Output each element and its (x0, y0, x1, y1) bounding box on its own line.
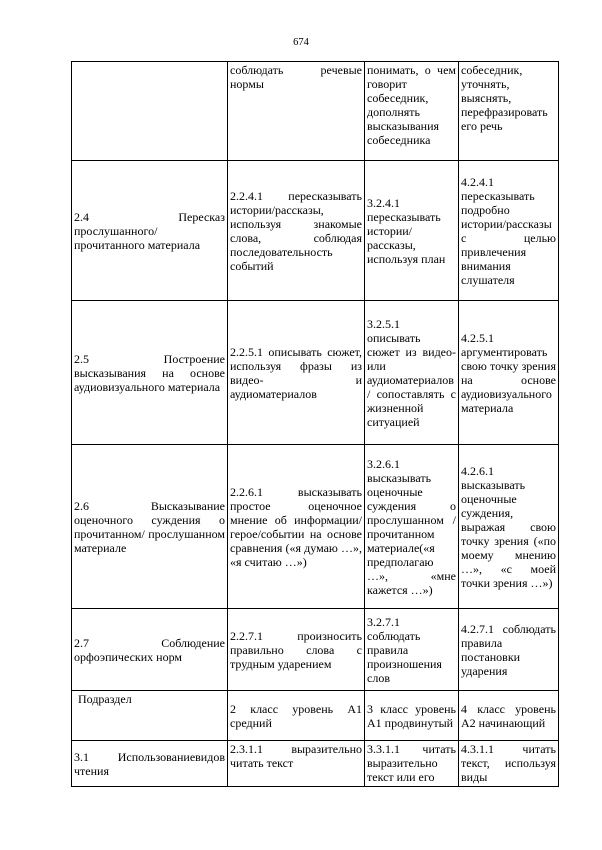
table-cell-grade4: 4.2.4.1 пересказывать подробно истории/рассказы с целью привлечения внимания слушателя (459, 161, 559, 301)
table-cell-section: 2.7 Соблюдение орфоэпических норм (72, 609, 228, 691)
table-row-header (72, 691, 559, 741)
table-row (72, 609, 559, 691)
table-cell-grade4: 4.2.7.1 соблюдать правила постановки ударения (459, 609, 559, 691)
table-cell-grade3: 3.2.5.1 описывать сюжет из видео- или аудиоматериалов/ сопоставлять с жизненной ситуацией (365, 301, 459, 445)
table-cell-grade4: 4.3.1.1 читать текст, используя виды (459, 741, 559, 787)
table-cell-grade2: 2.2.5.1 описывать сюжет, используя фразы из видео- и аудиоматериалов (228, 301, 365, 445)
table-cell-grade3: 3.3.1.1 читать выразительно текст или его (365, 741, 459, 787)
curriculum-table (71, 61, 559, 787)
table-cell-grade4: собеседник, уточнять, выяснять, перефразировать его речь (459, 62, 559, 161)
table-row (72, 445, 559, 609)
table-row (72, 301, 559, 445)
table-cell-grade4: 4.2.6.1 высказывать оценочные суждения, выражая свою точку зрения («по моему мнению …», «с моей точки зрения …») (459, 445, 559, 609)
table-row (72, 741, 559, 787)
table-cell-section: 2.5 Построение высказывания на основе аудиовизуального материала (72, 301, 228, 445)
table-cell-grade2: 2.2.6.1 высказывать простое оценочное мнение об информации/герое/событии на основе сравнения («я думаю …», «я считаю …») (228, 445, 365, 609)
page-number: 674 (293, 37, 309, 48)
table-header-grade3: 3 класс уровень A1 продвинутый (365, 691, 459, 741)
table-header-grade2: 2 класс уровень A1 средний (228, 691, 365, 741)
table-cell-grade2: 2.2.7.1 произносить правильно слова с трудным ударением (228, 609, 365, 691)
table-cell-grade3: 3.2.4.1 пересказывать истории/рассказы, используя план (365, 161, 459, 301)
table-cell-grade3: понимать, о чем говорит собеседник, дополнять высказывания собеседника (365, 62, 459, 161)
table-cell-section: 3.1 Использованиевидов чтения (72, 741, 228, 787)
table-cell-section: 2.6 Высказывание оценочного суждения о прочитанном/ прослушанном материале (72, 445, 228, 609)
table-cell-grade3: 3.2.6.1 высказывать оценочные суждения о прослушанном / прочитанном материале(«я предполагаю …», «мне кажется …») (365, 445, 459, 609)
table-cell-section (72, 62, 228, 161)
table-cell-grade2: 2.2.4.1 пересказывать истории/рассказы, используя знакомые слова, соблюдая последовательность событий (228, 161, 365, 301)
table-cell-grade4: 4.2.5.1 аргументировать свою точку зрения на основе аудиовизуального материала (459, 301, 559, 445)
table-header-grade4: 4 класс уровень A2 начинающий (459, 691, 559, 741)
table-cell-grade2: соблюдать речевые нормы (228, 62, 365, 161)
table-cell-grade3: 3.2.7.1 соблюдать правила произношения слов (365, 609, 459, 691)
table-cell-grade2: 2.3.1.1 выразительно читать текст (228, 741, 365, 787)
table-header-subsection: Подраздел (72, 691, 228, 741)
table-row (72, 161, 559, 301)
table-cell-section: 2.4 Пересказ прослушанного/прочитанного материала (72, 161, 228, 301)
table-row (72, 62, 559, 161)
